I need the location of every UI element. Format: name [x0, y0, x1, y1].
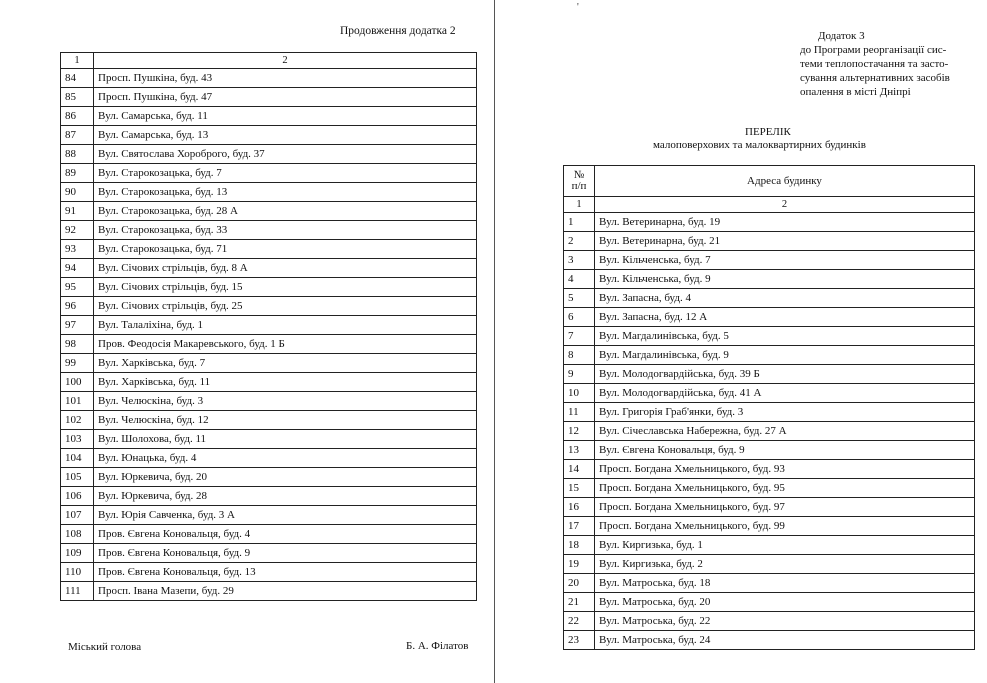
row-number: 101 [61, 392, 94, 411]
row-number: 19 [564, 555, 595, 574]
left-address-table [60, 52, 477, 601]
row-address: Вул. Киргизька, буд. 1 [595, 536, 975, 555]
row-address: Вул. Кільченська, буд. 7 [595, 251, 975, 270]
row-address: Вул. Юнацька, буд. 4 [94, 449, 477, 468]
table-row [564, 213, 975, 232]
row-number: 15 [564, 479, 595, 498]
table-row [61, 468, 477, 487]
appendix-line-3: сування альтернативних засобів [800, 72, 950, 84]
row-number: 103 [61, 430, 94, 449]
row-address: Пров. Євгена Коновальця, буд. 4 [94, 525, 477, 544]
table-row [564, 555, 975, 574]
row-address: Вул. Талаліхіна, буд. 1 [94, 316, 477, 335]
row-address: Вул. Самарська, буд. 11 [94, 107, 477, 126]
row-address: Вул. Старокозацька, буд. 7 [94, 164, 477, 183]
row-number: 94 [61, 259, 94, 278]
row-number: 106 [61, 487, 94, 506]
row-number: 20 [564, 574, 595, 593]
table-row [61, 145, 477, 164]
row-number: 2 [564, 232, 595, 251]
row-number: 92 [61, 221, 94, 240]
row-number: 109 [61, 544, 94, 563]
row-address: Вул. Матроська, буд. 20 [595, 593, 975, 612]
row-address: Вул. Юркевича, буд. 20 [94, 468, 477, 487]
table-row [564, 479, 975, 498]
row-number: 9 [564, 365, 595, 384]
row-address: Просп. Пушкіна, буд. 47 [94, 88, 477, 107]
row-address: Вул. Харківська, буд. 7 [94, 354, 477, 373]
table-row [564, 327, 975, 346]
row-number: 13 [564, 441, 595, 460]
row-address: Вул. Запасна, буд. 4 [595, 289, 975, 308]
row-number: 21 [564, 593, 595, 612]
table-row [61, 126, 477, 145]
row-address: Вул. Матроська, буд. 18 [595, 574, 975, 593]
table-row [61, 354, 477, 373]
continuation-header: Продовження додатка 2 [340, 25, 456, 37]
row-address: Вул. Матроська, буд. 22 [595, 612, 975, 631]
row-address: Вул. Юрія Савченка, буд. 3 А [94, 506, 477, 525]
column-header-number-line2: п/п [571, 180, 587, 192]
row-address: Вул. Киргизька, буд. 2 [595, 555, 975, 574]
table-row [564, 232, 975, 251]
row-number: 5 [564, 289, 595, 308]
row-number: 98 [61, 335, 94, 354]
row-number: 100 [61, 373, 94, 392]
row-number: 87 [61, 126, 94, 145]
table-row [61, 88, 477, 107]
table-row [564, 631, 975, 650]
table-row [564, 422, 975, 441]
column-header-number-line1: № [573, 169, 585, 181]
row-address: Вул. Січових стрільців, буд. 8 А [94, 259, 477, 278]
list-subtitle: малоповерхових та малоквартирних будинків [653, 139, 866, 151]
row-number: 12 [564, 422, 595, 441]
row-number: 7 [564, 327, 595, 346]
row-address: Вул. Григорія Граб'янки, буд. 3 [595, 403, 975, 422]
table-row [61, 107, 477, 126]
row-number: 18 [564, 536, 595, 555]
row-number: 6 [564, 308, 595, 327]
table-row [61, 449, 477, 468]
row-address: Просп. Івана Мазепи, буд. 29 [94, 582, 477, 601]
appendix-line-2: теми теплопостачання та засто- [800, 58, 949, 70]
table-row [564, 460, 975, 479]
row-number: 111 [61, 582, 94, 601]
row-address: Вул. Матроська, буд. 24 [595, 631, 975, 650]
table-row [61, 240, 477, 259]
row-address: Вул. Старокозацька, буд. 28 А [94, 202, 477, 221]
table-row [61, 202, 477, 221]
row-address: Вул. Молодогвардійська, буд. 41 А [595, 384, 975, 403]
row-address: Вул. Магдалинівська, буд. 9 [595, 346, 975, 365]
table-row [564, 403, 975, 422]
row-number: 1 [564, 213, 595, 232]
row-number: 99 [61, 354, 94, 373]
table-row [61, 373, 477, 392]
column-header-number: 1 [61, 53, 94, 69]
table-row [564, 251, 975, 270]
right-address-table [563, 165, 975, 650]
table-row [61, 506, 477, 525]
row-number: 93 [61, 240, 94, 259]
column-header-address: 2 [94, 53, 477, 69]
table-row [61, 278, 477, 297]
row-number: 102 [61, 411, 94, 430]
row-number: 11 [564, 403, 595, 422]
row-number: 91 [61, 202, 94, 221]
table-row [564, 536, 975, 555]
row-number: 105 [61, 468, 94, 487]
row-address: Вул. Січових стрільців, буд. 15 [94, 278, 477, 297]
table-row [61, 392, 477, 411]
row-address: Вул. Січових стрільців, буд. 25 [94, 297, 477, 316]
row-address: Вул. Челюскіна, буд. 3 [94, 392, 477, 411]
row-number: 23 [564, 631, 595, 650]
table-row [61, 221, 477, 240]
row-address: Вул. Челюскіна, буд. 12 [94, 411, 477, 430]
table-row [564, 612, 975, 631]
row-address: Вул. Євгена Коновальця, буд. 9 [595, 441, 975, 460]
row-address: Вул. Старокозацька, буд. 13 [94, 183, 477, 202]
table-row [61, 316, 477, 335]
row-number: 104 [61, 449, 94, 468]
column-index-1: 1 [564, 197, 595, 213]
row-number: 95 [61, 278, 94, 297]
row-address: Вул. Юркевича, буд. 28 [94, 487, 477, 506]
row-number: 85 [61, 88, 94, 107]
table-row [564, 593, 975, 612]
row-number: 89 [61, 164, 94, 183]
table-row [564, 308, 975, 327]
table-row [61, 335, 477, 354]
row-address: Вул. Січеславська Набережна, буд. 27 А [595, 422, 975, 441]
table-row [564, 384, 975, 403]
table-row [564, 365, 975, 384]
table-column-number-row [564, 197, 975, 213]
table-row [564, 346, 975, 365]
row-address: Просп. Богдана Хмельницького, буд. 93 [595, 460, 975, 479]
row-address: Пров. Феодосія Макаревського, буд. 1 Б [94, 335, 477, 354]
table-row [564, 574, 975, 593]
row-number: 88 [61, 145, 94, 164]
scan-mark: ' [577, 2, 579, 13]
table-row [564, 517, 975, 536]
signature-title: Міський голова [68, 641, 142, 653]
row-number: 86 [61, 107, 94, 126]
table-header-row [564, 166, 975, 197]
row-address: Просп. Богдана Хмельницького, буд. 99 [595, 517, 975, 536]
row-address: Просп. Богдана Хмельницького, буд. 95 [595, 479, 975, 498]
table-row [564, 289, 975, 308]
row-address: Пров. Євгена Коновальця, буд. 9 [94, 544, 477, 563]
table-row [61, 487, 477, 506]
table-row [61, 183, 477, 202]
row-number: 107 [61, 506, 94, 525]
row-address: Вул. Кільченська, буд. 9 [595, 270, 975, 289]
column-index-2: 2 [595, 197, 975, 213]
row-address: Вул. Самарська, буд. 13 [94, 126, 477, 145]
table-row [564, 498, 975, 517]
row-address: Вул. Ветеринарна, буд. 21 [595, 232, 975, 251]
table-row [564, 270, 975, 289]
table-row [61, 297, 477, 316]
row-number: 16 [564, 498, 595, 517]
column-header-address: Адреса будинку [595, 166, 975, 197]
table-row [61, 582, 477, 601]
row-number: 90 [61, 183, 94, 202]
row-number: 3 [564, 251, 595, 270]
appendix-line-4: опалення в місті Дніпрі [800, 86, 911, 98]
row-number: 17 [564, 517, 595, 536]
table-row [61, 69, 477, 88]
row-address: Просп. Пушкіна, буд. 43 [94, 69, 477, 88]
table-row [61, 411, 477, 430]
row-number: 14 [564, 460, 595, 479]
row-address: Вул. Запасна, буд. 12 А [595, 308, 975, 327]
appendix-line-1: до Програми реорганізації сис- [800, 44, 947, 56]
table-row [61, 525, 477, 544]
row-number: 108 [61, 525, 94, 544]
row-address: Вул. Старокозацька, буд. 33 [94, 221, 477, 240]
table-row [61, 544, 477, 563]
table-row [61, 164, 477, 183]
table-header-row [61, 53, 477, 69]
row-address: Вул. Харківська, буд. 11 [94, 373, 477, 392]
table-row [61, 430, 477, 449]
row-number: 110 [61, 563, 94, 582]
row-address: Пров. Євгена Коновальця, буд. 13 [94, 563, 477, 582]
row-address: Вул. Магдалинівська, буд. 5 [595, 327, 975, 346]
row-number: 84 [61, 69, 94, 88]
table-row [564, 441, 975, 460]
row-number: 10 [564, 384, 595, 403]
row-number: 8 [564, 346, 595, 365]
table-row [61, 259, 477, 278]
row-number: 96 [61, 297, 94, 316]
row-number: 97 [61, 316, 94, 335]
table-row [61, 563, 477, 582]
row-address: Вул. Шолохова, буд. 11 [94, 430, 477, 449]
row-address: Вул. Святослава Хороброго, буд. 37 [94, 145, 477, 164]
signature-name: Б. А. Філатов [406, 640, 469, 652]
list-title: ПЕРЕЛІК [745, 126, 791, 138]
column-header-number [564, 166, 595, 197]
row-address: Просп. Богдана Хмельницького, буд. 97 [595, 498, 975, 517]
appendix-title: Додаток 3 [818, 30, 865, 42]
row-address: Вул. Старокозацька, буд. 71 [94, 240, 477, 259]
row-number: 4 [564, 270, 595, 289]
row-number: 22 [564, 612, 595, 631]
row-address: Вул. Молодогвардійська, буд. 39 Б [595, 365, 975, 384]
row-address: Вул. Ветеринарна, буд. 19 [595, 213, 975, 232]
